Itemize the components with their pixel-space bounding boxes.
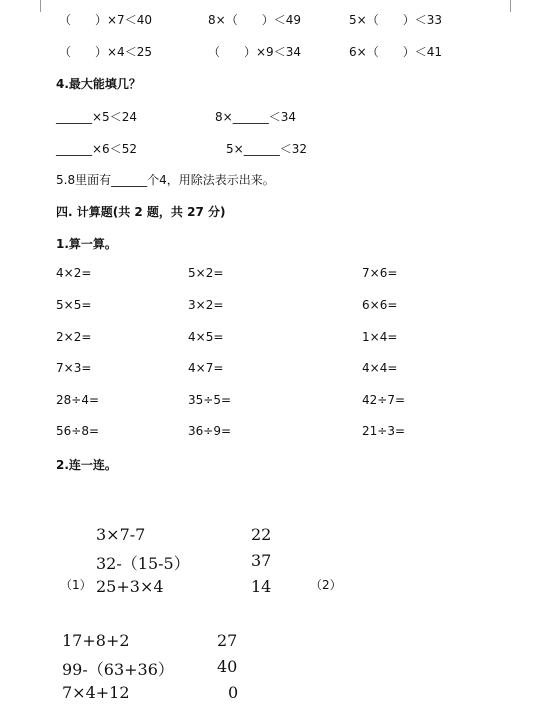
calc-item: 7×3= (56, 361, 92, 375)
q2-title: 2.连一连。 (56, 458, 117, 472)
calc-item: 6×6= (362, 298, 398, 312)
calc-item: 1×4= (362, 330, 398, 344)
blank-item: （ ）×9＜34 (208, 45, 301, 59)
match-result: 27 (217, 631, 238, 650)
match-result: 22 (251, 525, 272, 544)
calc-item: 4×7= (188, 361, 224, 375)
match-expression: 17+8+2 (62, 631, 130, 650)
blank-item: （ ）×7＜40 (59, 13, 152, 27)
calc-item: 35÷5= (188, 393, 232, 407)
blank-item: 8×（ ）＜49 (208, 13, 301, 27)
q5-text: 5.8里面有______个4，用除法表示出来。 (56, 173, 275, 187)
match-result: 0 (228, 683, 239, 702)
calc-item: 36÷9= (188, 424, 232, 438)
match-result: 14 (251, 577, 272, 596)
margin-mark-left (40, 0, 41, 12)
q4-item: 5×______＜32 (226, 142, 307, 156)
margin-mark-right (510, 0, 511, 12)
calc-item: 21÷3= (362, 424, 406, 438)
q4-item: ______×5＜24 (56, 110, 137, 124)
calc-item: 4×4= (362, 361, 398, 375)
q1-title: 1.算一算。 (56, 237, 117, 251)
q4-item: 8×______＜34 (215, 110, 296, 124)
match-expression: 3×7-7 (96, 525, 146, 544)
calc-item: 28÷4= (56, 393, 100, 407)
match-expression: 7×4+12 (62, 683, 130, 702)
group-1-label: （1） (60, 578, 92, 592)
blank-item: （ ）×4＜25 (59, 45, 152, 59)
blank-item: 5×（ ）＜33 (349, 13, 442, 27)
calc-item: 42÷7= (362, 393, 406, 407)
match-result: 40 (217, 657, 238, 676)
calc-item: 3×2= (188, 298, 224, 312)
match-expression: 25+3×4 (96, 577, 164, 596)
calc-item: 4×2= (56, 266, 92, 280)
match-result: 37 (251, 551, 272, 570)
match-expression: 32-（15-5） (96, 554, 190, 573)
calc-item: 5×2= (188, 266, 224, 280)
section-four-title: 四. 计算题(共 2 题，共 27 分) (56, 205, 226, 219)
group-2-label: （2） (310, 578, 342, 592)
q4-item: ______×6＜52 (56, 142, 137, 156)
calc-item: 4×5= (188, 330, 224, 344)
calc-item: 5×5= (56, 298, 92, 312)
calc-item: 7×6= (362, 266, 398, 280)
blank-item: 6×（ ）＜41 (349, 45, 442, 59)
match-expression: 99-（63+36） (62, 660, 174, 679)
calc-item: 56÷8= (56, 424, 100, 438)
q4-title: 4.最大能填几？ (56, 77, 141, 91)
calc-item: 2×2= (56, 330, 92, 344)
